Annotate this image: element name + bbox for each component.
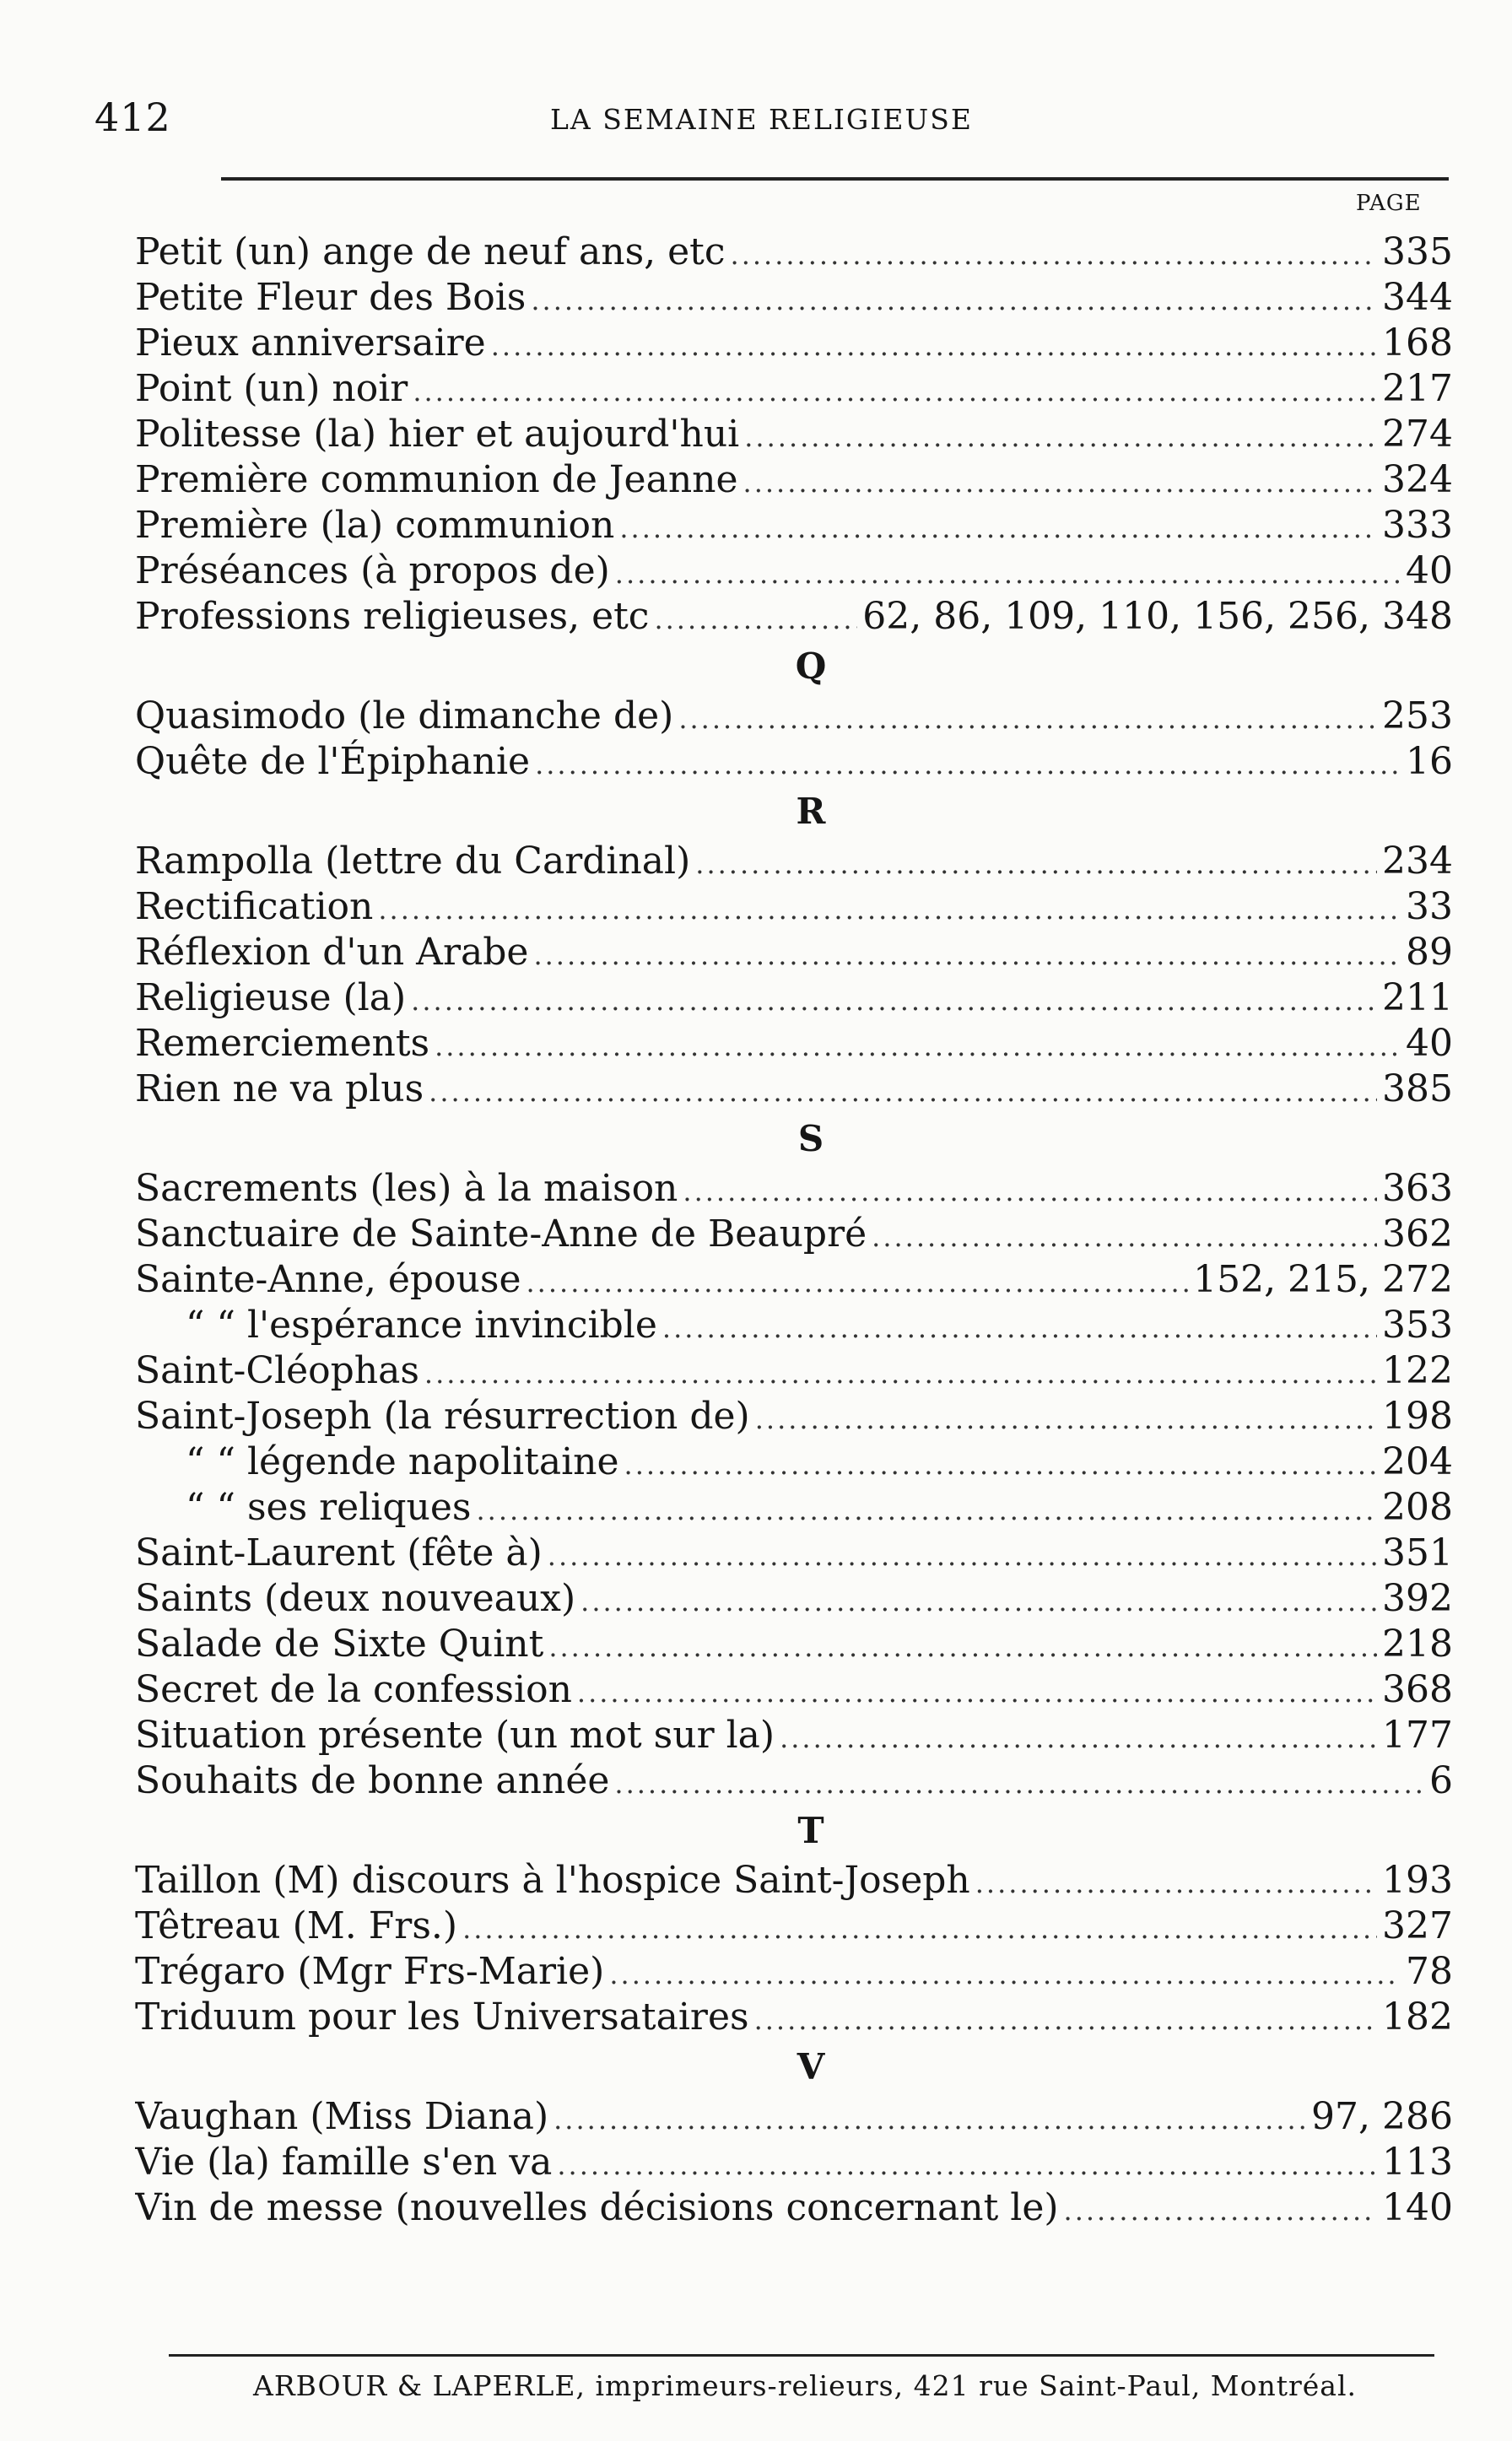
index-entry bbox=[135, 503, 1453, 548]
printer-imprint: ARBOUR & LAPERLE, imprimeurs-relieurs, 421 rue Saint-Paul, Montréal. bbox=[253, 2369, 1357, 2402]
entry-page-numbers: 363 bbox=[1382, 1167, 1453, 1210]
section-letter: T bbox=[797, 1810, 824, 1851]
dot-leader bbox=[754, 1997, 1377, 2040]
entry-title: Première (la) communion bbox=[135, 504, 615, 547]
section-letter: Q bbox=[795, 645, 827, 687]
dot-leader bbox=[491, 323, 1377, 366]
dot-leader bbox=[424, 1351, 1377, 1394]
entry-title: Remerciements bbox=[135, 1022, 430, 1065]
entry-title: “ “ l'espérance invincible bbox=[186, 1304, 657, 1347]
entry-page-numbers: 168 bbox=[1382, 321, 1453, 365]
entry-title: Religieuse (la) bbox=[135, 976, 407, 1019]
entry-page-numbers: 353 bbox=[1382, 1304, 1453, 1347]
page-number: 412 bbox=[94, 95, 171, 140]
index-entry bbox=[135, 975, 1453, 1021]
entry-page-numbers: 208 bbox=[1382, 1486, 1453, 1529]
dot-leader bbox=[744, 414, 1377, 457]
entry-page-numbers: 62, 86, 109, 110, 156, 256, 348 bbox=[862, 595, 1453, 638]
entry-title: Pieux anniversaire bbox=[135, 321, 486, 365]
entry-page-numbers: 392 bbox=[1382, 1577, 1453, 1620]
index-entry bbox=[135, 1667, 1453, 1713]
index-entry bbox=[135, 2185, 1453, 2231]
dot-leader bbox=[533, 932, 1401, 975]
index-entry bbox=[135, 1713, 1453, 1758]
entry-page-numbers: 344 bbox=[1382, 276, 1453, 319]
entry-title: Préséances (à propos de) bbox=[135, 549, 610, 592]
entry-page-numbers: 368 bbox=[1382, 1668, 1453, 1711]
entry-title: Triduum pour les Universataires bbox=[135, 1995, 749, 2039]
dot-leader bbox=[615, 551, 1401, 594]
entry-title: Rectification bbox=[135, 885, 374, 928]
dot-leader bbox=[975, 1860, 1377, 1904]
dot-leader bbox=[413, 369, 1377, 412]
header-rule bbox=[221, 177, 1449, 181]
index-entry bbox=[135, 1622, 1453, 1667]
entry-title: Petite Fleur des Bois bbox=[135, 276, 526, 319]
dot-leader bbox=[743, 460, 1377, 503]
entry-page-numbers: 198 bbox=[1382, 1395, 1453, 1438]
index-entry bbox=[135, 275, 1453, 321]
entry-title: Sainte-Anne, épouse bbox=[135, 1258, 521, 1301]
entry-page-numbers: 182 bbox=[1382, 1995, 1453, 2039]
dot-leader bbox=[695, 841, 1377, 884]
dot-leader bbox=[548, 1533, 1377, 1576]
entry-page-numbers: 217 bbox=[1382, 367, 1453, 410]
index-entry bbox=[135, 1394, 1453, 1439]
page-header bbox=[94, 95, 1453, 147]
dot-leader bbox=[435, 1023, 1401, 1067]
dot-leader bbox=[580, 1579, 1377, 1622]
index-entry bbox=[135, 457, 1453, 503]
index-list bbox=[135, 230, 1453, 2231]
dot-leader bbox=[624, 1442, 1377, 1485]
entry-title: Quasimodo (le dimanche de) bbox=[135, 694, 674, 737]
entry-title: Point (un) noir bbox=[135, 367, 408, 410]
entry-title: Saint-Laurent (fête à) bbox=[135, 1531, 543, 1574]
entry-page-numbers: 16 bbox=[1406, 740, 1453, 783]
entry-page-numbers: 113 bbox=[1382, 2141, 1453, 2184]
entry-title: “ “ légende napolitaine bbox=[186, 1440, 619, 1483]
entry-page-numbers: 362 bbox=[1382, 1212, 1453, 1256]
entry-title: Première communion de Jeanne bbox=[135, 458, 738, 501]
entry-title: Vin de messe (nouvelles décisions concernant le) bbox=[135, 2186, 1059, 2229]
index-entry bbox=[135, 594, 1453, 640]
entry-page-numbers: 40 bbox=[1406, 1022, 1453, 1065]
index-entry bbox=[135, 1067, 1453, 1112]
dot-leader bbox=[872, 1214, 1377, 1257]
section-letter: V bbox=[796, 2046, 825, 2087]
section-letter: S bbox=[797, 1118, 824, 1159]
entry-title: Saint-Joseph (la résurrection de) bbox=[135, 1395, 750, 1438]
dot-leader bbox=[378, 887, 1401, 930]
entry-title: Secret de la confession bbox=[135, 1668, 572, 1711]
index-entry bbox=[135, 1758, 1453, 1804]
dot-leader bbox=[577, 1670, 1377, 1713]
dot-leader bbox=[557, 2142, 1377, 2185]
index-entry bbox=[135, 1166, 1453, 1212]
index-entry bbox=[135, 1212, 1453, 1257]
index-entry bbox=[135, 839, 1453, 884]
entry-page-numbers: 274 bbox=[1382, 413, 1453, 456]
dot-leader bbox=[411, 978, 1377, 1021]
entry-page-numbers: 385 bbox=[1382, 1067, 1453, 1110]
entry-page-numbers: 324 bbox=[1382, 458, 1453, 501]
index-entry bbox=[135, 1303, 1453, 1348]
entry-title: Salade de Sixte Quint bbox=[135, 1623, 544, 1666]
dot-leader bbox=[609, 1952, 1401, 1995]
index-entry bbox=[135, 2094, 1453, 2140]
dot-leader bbox=[462, 1906, 1377, 1949]
entry-title: Vie (la) famille s'en va bbox=[135, 2141, 553, 2184]
entry-page-numbers: 211 bbox=[1382, 976, 1453, 1019]
index-entry bbox=[135, 1949, 1453, 1995]
running-title: LA SEMAINE RELIGIEUSE bbox=[550, 103, 973, 136]
entry-title: Rampolla (lettre du Cardinal) bbox=[135, 840, 691, 883]
entry-page-numbers: 234 bbox=[1382, 840, 1453, 883]
dot-leader bbox=[654, 597, 857, 640]
dot-leader bbox=[429, 1069, 1377, 1112]
entry-page-numbers: 89 bbox=[1406, 931, 1453, 974]
entry-page-numbers: 152, 215, 272 bbox=[1193, 1258, 1453, 1301]
entry-page-numbers: 122 bbox=[1382, 1349, 1453, 1392]
index-entry bbox=[135, 1531, 1453, 1576]
entry-page-numbers: 333 bbox=[1382, 504, 1453, 547]
index-entry bbox=[135, 2140, 1453, 2185]
entry-page-numbers: 97, 286 bbox=[1311, 2095, 1453, 2138]
entry-page-numbers: 204 bbox=[1382, 1440, 1453, 1483]
entry-page-numbers: 193 bbox=[1382, 1859, 1453, 1902]
entry-title: Quête de l'Épiphanie bbox=[135, 740, 531, 783]
entry-title: Souhaits de bonne année bbox=[135, 1759, 610, 1802]
index-entry bbox=[135, 694, 1453, 739]
entry-page-numbers: 140 bbox=[1382, 2186, 1453, 2229]
dot-leader bbox=[683, 1169, 1377, 1212]
entry-title: Petit (un) ange de neuf ans, etc bbox=[135, 230, 726, 273]
dot-leader bbox=[1064, 2188, 1377, 2231]
entry-page-numbers: 327 bbox=[1382, 1904, 1453, 1947]
dot-leader bbox=[531, 278, 1377, 321]
index-entry bbox=[135, 1257, 1453, 1303]
entry-title: Situation présente (un mot sur la) bbox=[135, 1714, 775, 1757]
entry-title: Trégaro (Mgr Frs-Marie) bbox=[135, 1950, 605, 1993]
entry-page-numbers: 40 bbox=[1406, 549, 1453, 592]
entry-page-numbers: 218 bbox=[1382, 1623, 1453, 1666]
dot-leader bbox=[731, 232, 1378, 275]
entry-title: Vaughan (Miss Diana) bbox=[135, 2095, 549, 2138]
entry-page-numbers: 335 bbox=[1382, 230, 1453, 273]
dot-leader bbox=[678, 696, 1377, 739]
index-entry bbox=[135, 739, 1453, 785]
dot-leader bbox=[526, 1260, 1189, 1303]
dot-leader bbox=[535, 742, 1401, 785]
index-entry bbox=[135, 366, 1453, 412]
index-entry bbox=[135, 321, 1453, 366]
dot-leader bbox=[614, 1761, 1424, 1804]
index-entry bbox=[135, 1858, 1453, 1904]
entry-page-numbers: 78 bbox=[1406, 1950, 1453, 1993]
entry-page-numbers: 177 bbox=[1382, 1714, 1453, 1757]
entry-title: Têtreau (M. Frs.) bbox=[135, 1904, 458, 1947]
index-entry bbox=[135, 1904, 1453, 1949]
index-entry bbox=[135, 230, 1453, 275]
entry-page-numbers: 6 bbox=[1429, 1759, 1453, 1802]
entry-title: Saint-Cléophas bbox=[135, 1349, 419, 1392]
index-entry bbox=[135, 412, 1453, 457]
section-letter: R bbox=[796, 791, 826, 832]
index-entry bbox=[135, 1021, 1453, 1067]
index-entry bbox=[135, 1485, 1453, 1531]
entry-page-numbers: 253 bbox=[1382, 694, 1453, 737]
entry-title: Sacrements (les) à la maison bbox=[135, 1167, 678, 1210]
entry-page-numbers: 351 bbox=[1382, 1531, 1453, 1574]
index-entry bbox=[135, 930, 1453, 975]
entry-title: Réflexion d'un Arabe bbox=[135, 931, 529, 974]
dot-leader bbox=[755, 1396, 1377, 1439]
entry-title: Politesse (la) hier et aujourd'hui bbox=[135, 413, 740, 456]
entry-title: “ “ ses reliques bbox=[186, 1486, 472, 1529]
dot-leader bbox=[780, 1715, 1377, 1758]
index-entry bbox=[135, 1439, 1453, 1485]
index-entry bbox=[135, 1995, 1453, 2040]
page-column-label: PAGE bbox=[1356, 191, 1422, 216]
dot-leader bbox=[477, 1488, 1378, 1531]
entry-title: Sanctuaire de Sainte-Anne de Beaupré bbox=[135, 1212, 867, 1256]
entry-title: Saints (deux nouveaux) bbox=[135, 1577, 576, 1620]
dot-leader bbox=[662, 1305, 1377, 1348]
entry-title: Professions religieuses, etc bbox=[135, 595, 650, 638]
entry-title: Rien ne va plus bbox=[135, 1067, 424, 1110]
dot-leader bbox=[619, 505, 1377, 548]
index-entry bbox=[135, 884, 1453, 930]
index-entry bbox=[135, 548, 1453, 594]
dot-leader bbox=[548, 1624, 1377, 1667]
footer-rule bbox=[169, 2354, 1434, 2357]
entry-title: Taillon (M) discours à l'hospice Saint-Joseph bbox=[135, 1859, 970, 1902]
index-entry bbox=[135, 1348, 1453, 1394]
dot-leader bbox=[554, 2097, 1306, 2140]
entry-page-numbers: 33 bbox=[1406, 885, 1453, 928]
index-entry bbox=[135, 1576, 1453, 1622]
